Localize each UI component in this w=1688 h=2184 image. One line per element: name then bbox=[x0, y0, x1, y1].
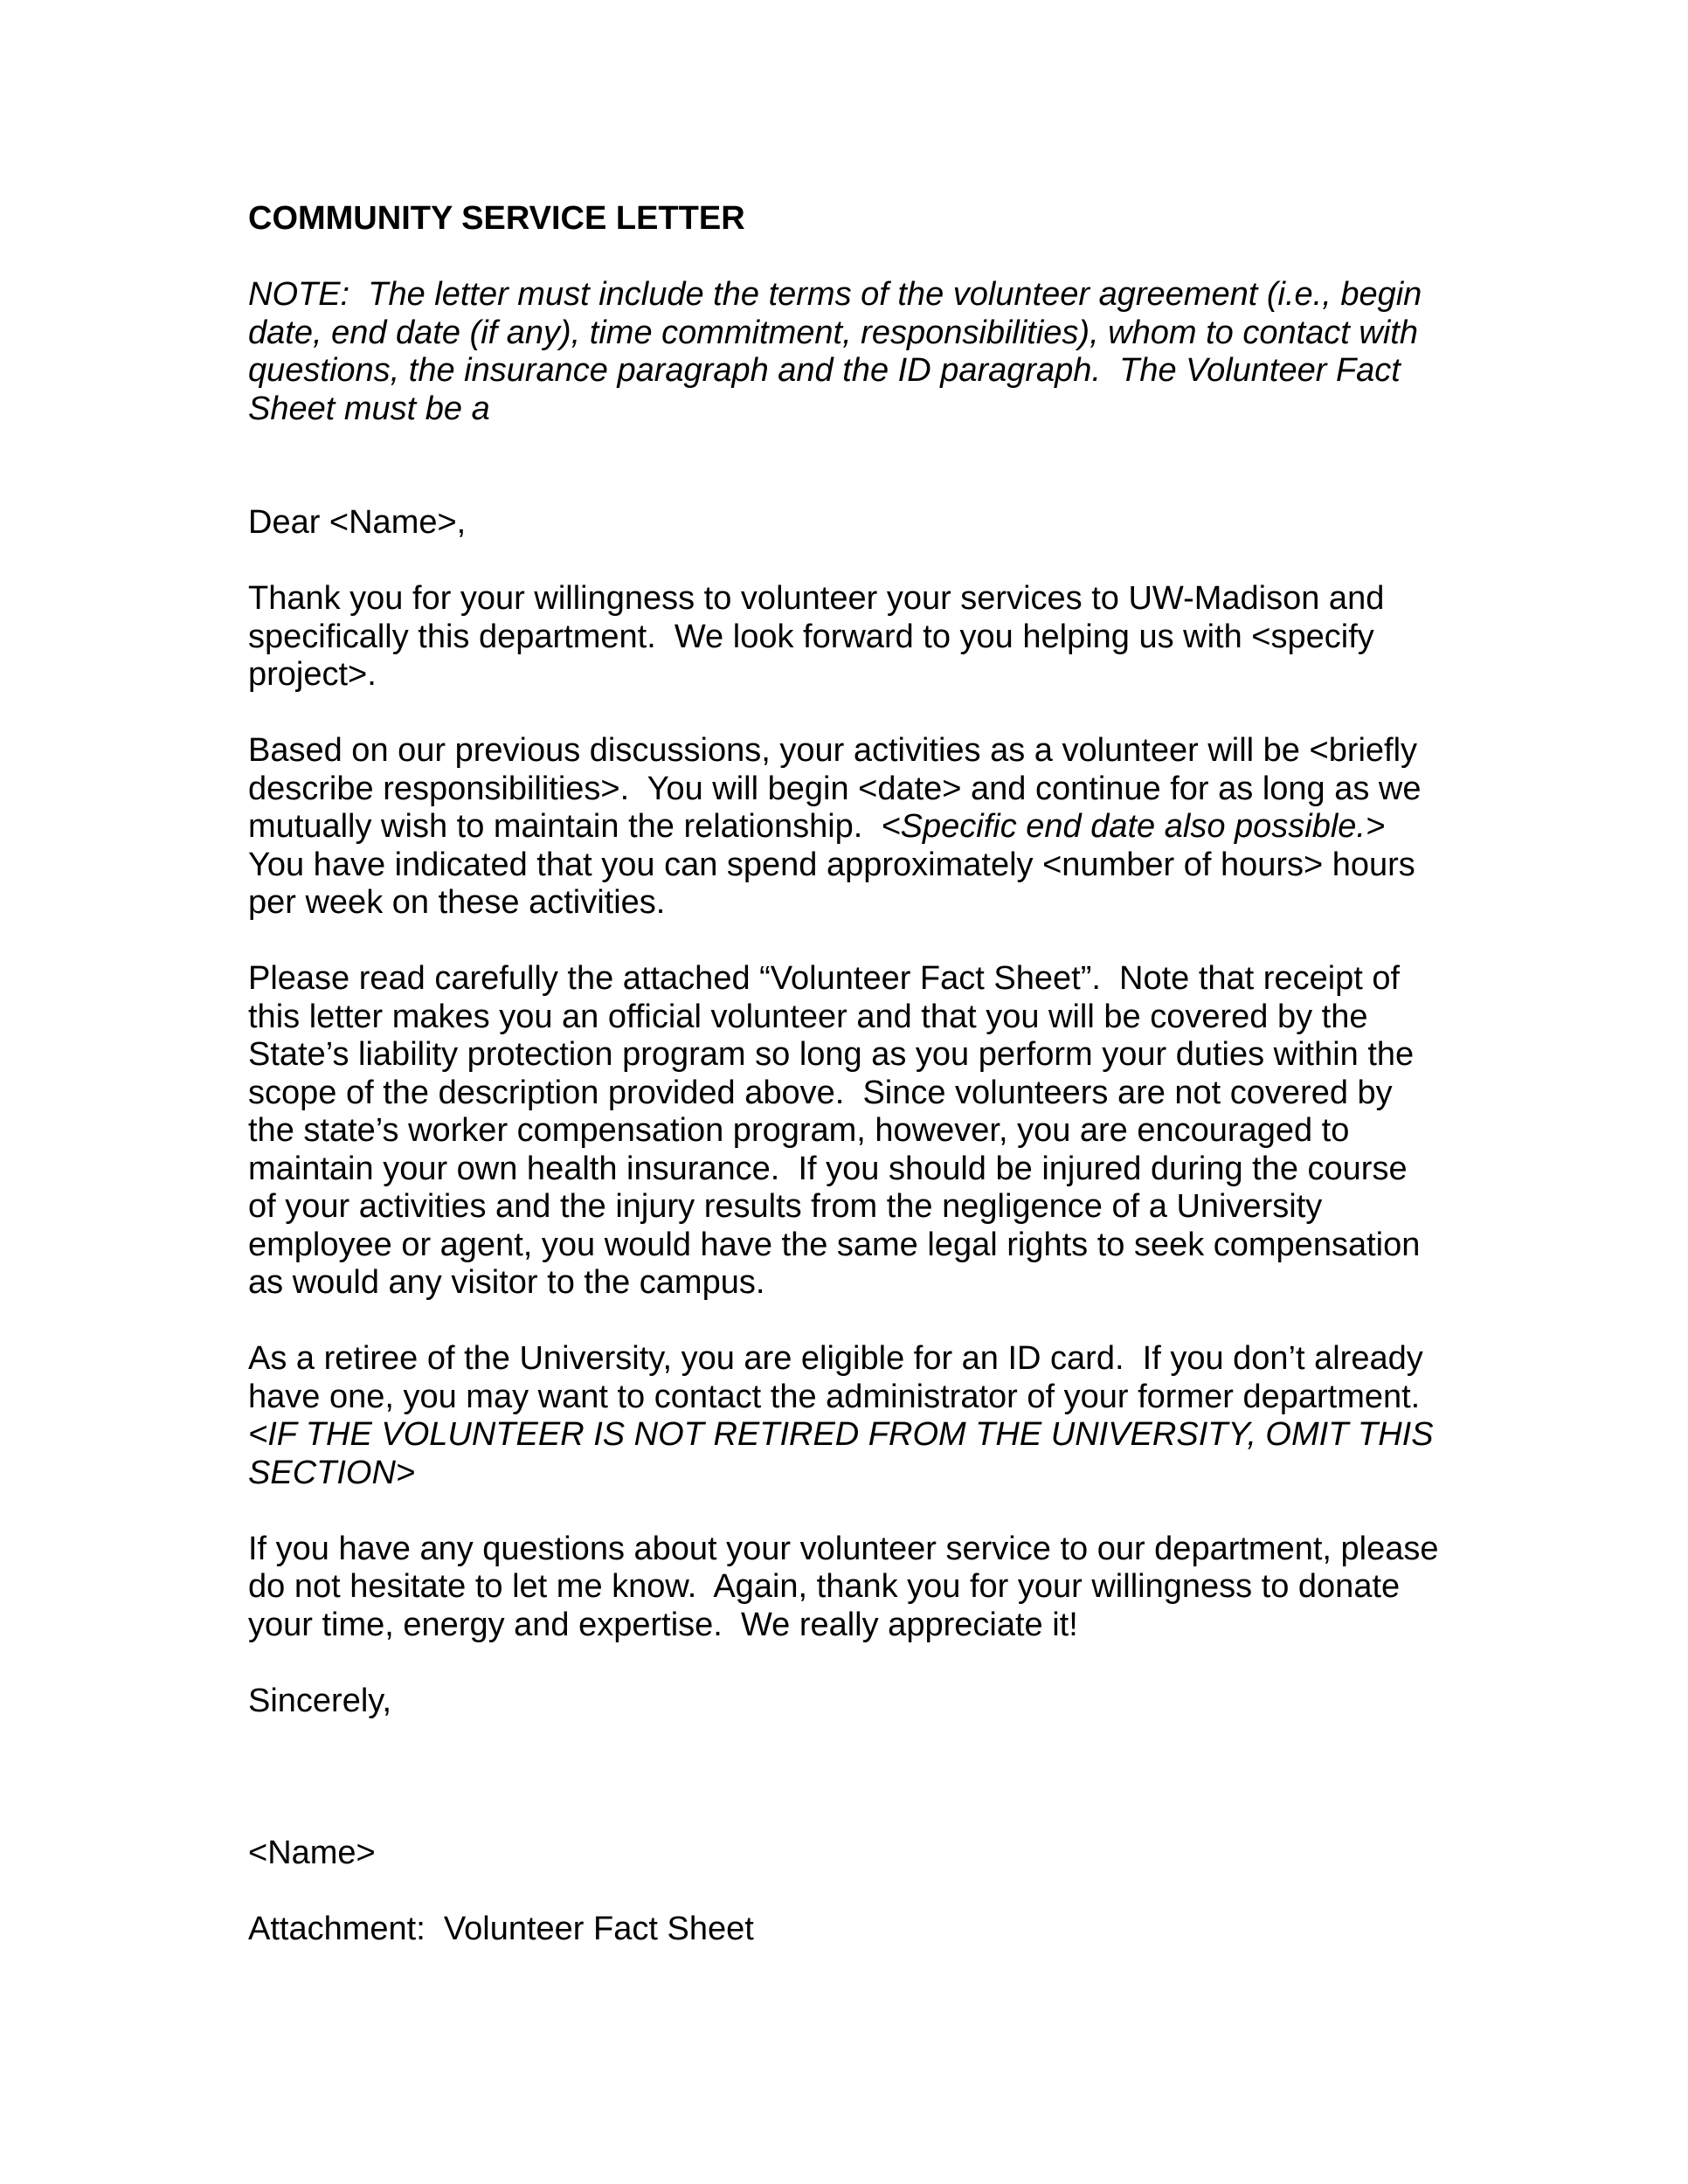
italic-text-segment: NOTE: The letter must include the terms of the volunteer agreement (i.e., begin date, end date (if any), time commitment, responsibilities), whom to contact with questions, the insurance paragraph and the ID paragraph. The Volunteer Fact Sheet must be a bbox=[248, 276, 1431, 427]
paragraph-salutation bbox=[248, 504, 1442, 543]
text-segment: As a retiree of the University, you are eligible for an ID card. If you don’t already have one, you may want to contact the administrator of your former department. bbox=[248, 1340, 1433, 1415]
letter-body bbox=[248, 276, 1449, 1948]
text-segment: Sincerely, bbox=[248, 1682, 392, 1719]
text-segment: <Name> bbox=[248, 1834, 376, 1871]
paragraph-terms bbox=[248, 732, 1442, 923]
paragraph-id-card bbox=[248, 1340, 1442, 1492]
paragraph-signature-name bbox=[248, 1835, 1442, 1873]
text-segment: You have indicated that you can spend approximately <number of hours> hours per week on these activities. bbox=[248, 846, 1425, 921]
paragraph-note bbox=[248, 276, 1442, 428]
paragraph-insurance bbox=[248, 960, 1442, 1303]
text-segment: Thank you for your willingness to volunteer your services to UW-Madison and specifically this department. We look forward to you helping us with <specify project>. bbox=[248, 580, 1394, 693]
document-title: COMMUNITY SERVICE LETTER bbox=[248, 200, 745, 237]
text-segment: Please read carefully the attached “Volunteer Fact Sheet”. Note that receipt of this letter makes you an official volunteer and that you will be covered by the State’s liability protection program so long as you perform your duties within the scope of the description provided above. Since volunteers are not covered by the state’s worker compensation program, however, you are encouraged to maintain your own health insurance. If you should be injured during the course of your activities and the injury results from the negligence of a University employee or agent, you would have the same legal rights to seek compensation as would any visitor to the campus. bbox=[248, 960, 1429, 1301]
italic-text-segment: <Specific end date also possible.> bbox=[881, 808, 1404, 845]
text-segment: Dear <Name>, bbox=[248, 504, 467, 541]
paragraph-thank-you bbox=[248, 580, 1442, 695]
text-segment: If you have any questions about your volunteer service to our department, please do not hesitate to let me know. Again, thank you for your willingness to donate your time, energy and expertise. We really appreciate it! bbox=[248, 1530, 1449, 1643]
text-segment: Based on our previous discussions, your activities as a volunteer will be <briefly describe responsibilities>. You will begin <date> and continue for as long as we mutually wish to maintain the relationship. bbox=[248, 732, 1431, 845]
italic-text-segment: <IF THE VOLUNTEER IS NOT RETIRED FROM THE UNIVERSITY, OMIT THIS SECTION> bbox=[248, 1416, 1443, 1491]
paragraph-questions bbox=[248, 1530, 1449, 1645]
text-segment: Attachment: Volunteer Fact Sheet bbox=[248, 1910, 754, 1947]
paragraph-attachment bbox=[248, 1911, 1442, 1949]
paragraph-closing bbox=[248, 1683, 1442, 1721]
